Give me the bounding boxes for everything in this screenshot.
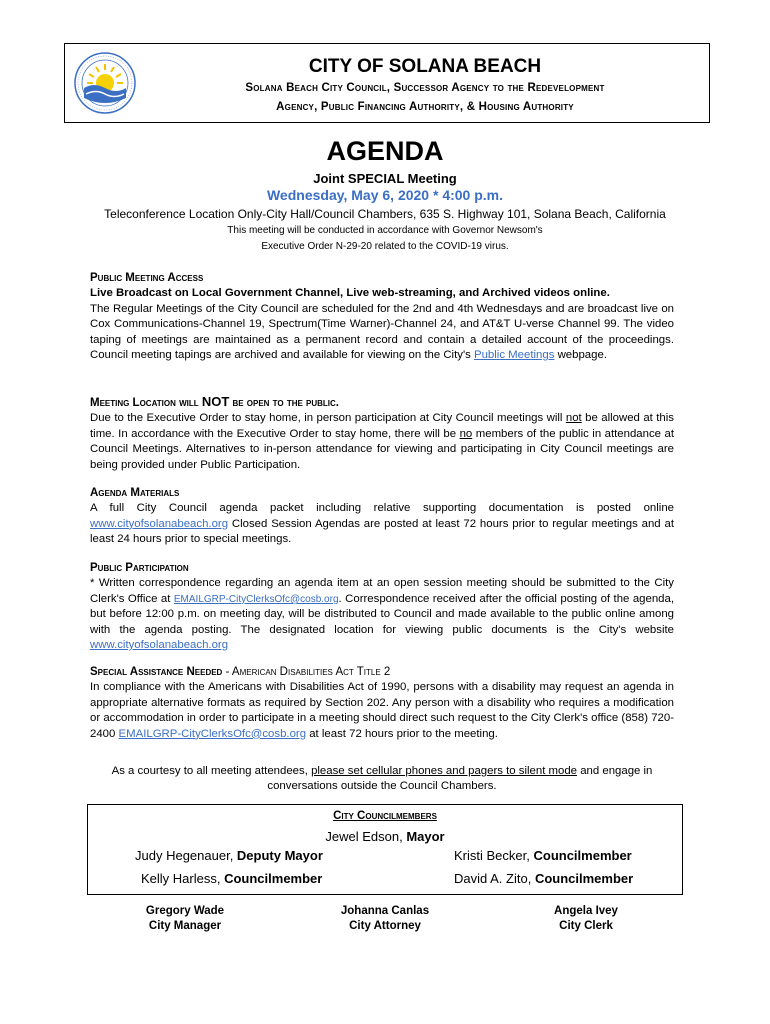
clerk-email-link[interactable]: EMAILGRP-CityClerksOfc@cosb.org: [118, 727, 307, 740]
section-body: Due to the Executive Order to stay home, in person participation at City Council meetings will not be allowed at this time. In accordance with the Executive Order to stay home, there will be no members of the public in attendance at Council Meetings. Alternatives to in-person attendance for viewing and participating in City Council meetings are being provided under Public Participation.: [90, 412, 675, 471]
section-body: In compliance with the Americans with Disabilities Act of 1990, persons with a disability may request an agenda in appropriate alternative formats as required by Section 202. Any person with a disability who requires a modification or accommodation in order to participate in a meeting should direct such request to the City Clerk's office (858) 720-2400 EMAILGRP-CityClerksOfc@cosb.org at least 72 hours prior to the meeting.: [90, 681, 674, 740]
council-heading: City Councilmembers: [333, 810, 437, 822]
councilmember-deputy-mayor: Judy Hegenauer, Deputy Mayor: [135, 848, 323, 863]
city-seal-icon: [74, 52, 136, 114]
section-heading: Public Participation: [90, 562, 189, 574]
councilmember-mayor: Jewel Edson, Mayor: [325, 829, 445, 844]
councilmember: David A. Zito, Councilmember: [454, 871, 634, 886]
councilmember: Kristi Becker, Councilmember: [454, 848, 632, 863]
staff-city-manager: Gregory Wade City Manager: [145, 905, 225, 932]
clerk-email-link[interactable]: EMAILGRP-CityClerksOfc@cosb.org: [173, 593, 339, 605]
section-meeting-location: [90, 394, 674, 473]
section-public-participation: [90, 561, 674, 653]
section-body: * Written correspondence regarding an agenda item at an open session meeting should be submitted to the City Clerk's Office at EMAILGRP-CityClerksOfc@cosb.org. Correspondence received after the official posting of the agenda, but before 12:00 p.m. on meeting day, will be distributed to Council and made available to the public online among with the agenda posting. The designated location for viewing public documents is the City's website www.cityofsolanabeach.org: [90, 577, 674, 652]
meeting-location: Teleconference Location Only-City Hall/Council Chambers, 635 S. Highway 101, Solana Beach, California: [104, 207, 666, 221]
section-body: A full City Council agenda packet including relative supporting documentation is posted online www.cityofsolanabeach.org Closed Session Agendas are posted at least 72 hours prior to regular meetings and at least 24 hours prior to special meetings.: [90, 502, 674, 546]
staff-city-clerk: Angela Ivey City Clerk: [554, 905, 618, 932]
city-website-link[interactable]: www.cityofsolanabeach.org: [90, 639, 229, 652]
public-meetings-link[interactable]: Public Meetings: [473, 349, 555, 362]
councilmember: Kelly Harless, Councilmember: [141, 871, 323, 886]
agenda-title: AGENDA: [326, 136, 444, 166]
section-special-assistance: [90, 665, 674, 742]
staff-city-attorney: Johanna Canlas City Attorney: [340, 905, 430, 932]
section-body: The Regular Meetings of the City Council are scheduled for the 2nd and 4th Wednesdays and are broadcast live on Cox Communications-Channel 19, Spectrum(Time Warner)-Channel 24, and AT&T U-verse Channel 99. The video taping of meetings are maintained as a permanent record and contain a detailed account of the proceedings. Council meeting tapings are archived and available for viewing on the City's Public Meetings webpage.: [90, 302, 674, 362]
executive-order-note-line2: Executive Order N-29-20 related to the COVID-19 virus.: [261, 241, 509, 252]
section-heading: Public Meeting Access: [90, 272, 204, 284]
courtesy-note: As a courtesy to all meeting attendees, please set cellular phones and pagers to silent mode and engage in conversations outside the Council Chambers.: [111, 765, 653, 793]
section-heading: Meeting Location will NOT be open to the public.: [90, 394, 339, 409]
executive-order-note-line1: This meeting will be conducted in accordance with Governor Newsom's: [227, 225, 543, 236]
section-public-meeting-access: [90, 271, 674, 363]
section-heading: Special Assistance Needed - American Disabilities Act Title 2: [90, 666, 391, 678]
section-agenda-materials: [90, 486, 674, 548]
meeting-type: Joint SPECIAL Meeting: [313, 171, 457, 186]
city-website-link[interactable]: www.cityofsolanabeach.org: [90, 517, 229, 530]
section-heading: Agenda Materials: [90, 487, 180, 499]
meeting-date: Wednesday, May 6, 2020 * 4:00 p.m.: [266, 187, 504, 203]
section-lead: Live Broadcast on Local Government Channel, Live web-streaming, and Archived videos online.: [90, 287, 610, 300]
city-title: CITY OF SOLANA BEACH: [308, 56, 542, 77]
header-subtitle-line2: Agency, Public Financing Authority, & Housing Authority: [276, 101, 574, 113]
header-subtitle-line1: Solana Beach City Council, Successor Agency to the Redevelopment: [245, 82, 605, 94]
